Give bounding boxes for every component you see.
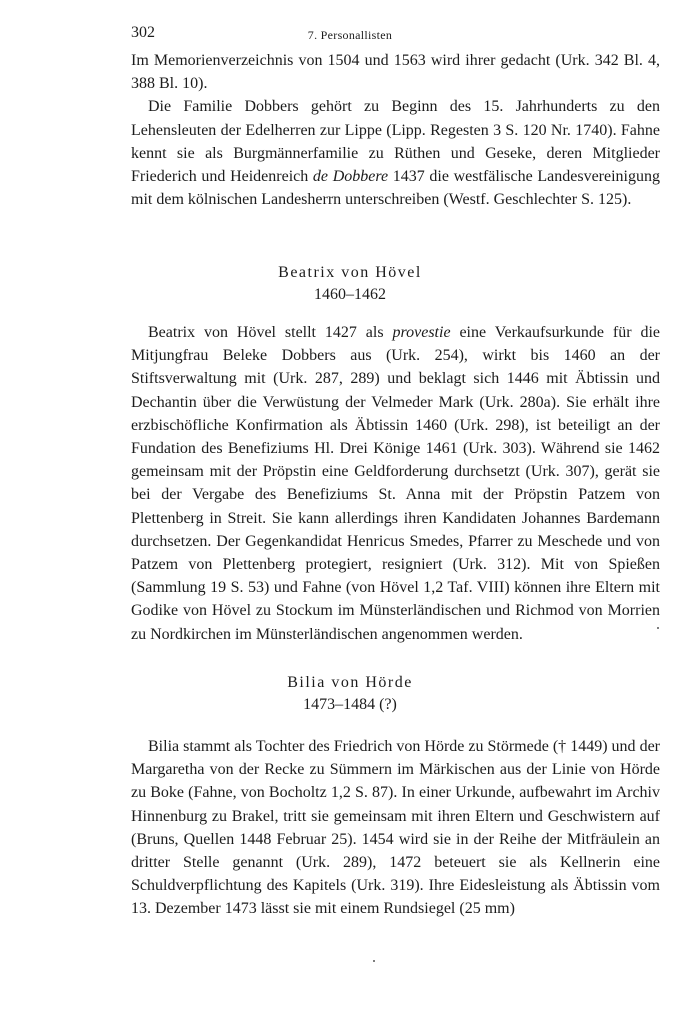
print-speck bbox=[657, 627, 659, 629]
section-years: 1460–1462 bbox=[314, 286, 386, 303]
paragraph-dobbers: Die Familie Dobbers gehört zu Beginn des 15. Jahrhunderts zu den Lehensleuten der Edelherren zur Lippe (Lipp. Regesten 3 S. 120 Nr. 1740). Fahne kennt sie als Burgmännerfamilie zu Rüthen und Geseke, deren Mitglieder Friederich und Heidenreich de Dobbere 1437 die westfälische Landesvereinigung mit dem kölnischen Landesherrn unterschreiben (Westf. Geschlechter S. 125). bbox=[131, 98, 660, 209]
section-name: Bilia von Hörde bbox=[287, 674, 413, 691]
italic-term: de Dobbere bbox=[312, 168, 389, 186]
text-block-intro bbox=[131, 49, 660, 211]
running-header: 7. Personallisten bbox=[307, 28, 393, 42]
text-block-beatrix bbox=[131, 321, 660, 646]
section-years: 1473–1484 (?) bbox=[303, 696, 397, 713]
section-name: Beatrix von Hövel bbox=[278, 264, 422, 281]
text-block-bilia bbox=[131, 735, 660, 921]
section-heading-bilia bbox=[0, 672, 700, 716]
section-heading-beatrix bbox=[0, 262, 700, 306]
paragraph-memorien: Im Memorienverzeichnis von 1504 und 1563 wird ihrer gedacht (Urk. 342 Bl. 4, 388 Bl. 10). bbox=[131, 52, 660, 93]
page-number: 302 bbox=[131, 24, 155, 41]
paragraph-beatrix: Beatrix von Hövel stellt 1427 als provestie eine Verkaufsurkunde für die Mitjungfrau Beleke Dobbers aus (Urk. 254), wirkt bis 1460 an der Stiftsverwaltung mit (Urk. 287, 289) und beklagt sich 1446 mit Äbtissin und Dechantin über die Verwüstung der Velmeder Mark (Urk. 280a). Sie erhält ihre erzbischöfliche Konfirmation als Äbtissin 1460 (Urk. 298), ist beteiligt an der Fundation des Benefiziums Hl. Drei Könige 1461 (Urk. 303). Während sie 1462 gemeinsam mit der Pröpstin eine Geldforderung durchsetzt (Urk. 307), gerät sie bei der Vergabe des Benefiziums St. Anna mit der Pröpstin Patzem von Plettenberg in Streit. Sie kann allerdings ihren Kandidaten Johannes Bardemann durchsetzen. Der Gegenkandidat Henricus Smedes, Pfarrer zu Meschede und von Patzem von Plettenberg protegiert, resigniert (Urk. 312). Mit von Spießen (Sammlung 19 S. 53) und Fahne (von Hövel 1,2 Taf. VIII) können ihre Eltern mit Godike von Hövel zu Stockum im Münsterländischen und Richmod von Morrien zu Nordkirchen im Münsterländischen angenommen werden. bbox=[131, 324, 661, 643]
print-speck bbox=[373, 960, 375, 962]
italic-term: provestie bbox=[392, 324, 451, 341]
paragraph-bilia: Bilia stammt als Tochter des Friedrich von Hörde zu Störmede († 1449) und der Margaretha von der Recke zu Sümmern im Märkischen aus der Linie von Hörde zu Boke (Fahne, von Bocholtz 1,2 S. 87). In einer Urkunde, aufbewahrt im Archiv Hinnenburg zu Brakel, tritt sie gemeinsam mit ihren Eltern und Geschwistern auf (Bruns, Quellen 1448 Februar 25). 1454 wird sie in der Reihe der Mitfräulein an dritter Stelle genannt (Urk. 289), 1472 beteuert sie als Kellnerin eine Schuldverpflichtung des Kapitels (Urk. 319). Ihre Eidesleistung als Äbtissin vom 13. Dezember 1473 lässt sie mit einem Rundsiegel (25 mm) bbox=[131, 738, 660, 918]
